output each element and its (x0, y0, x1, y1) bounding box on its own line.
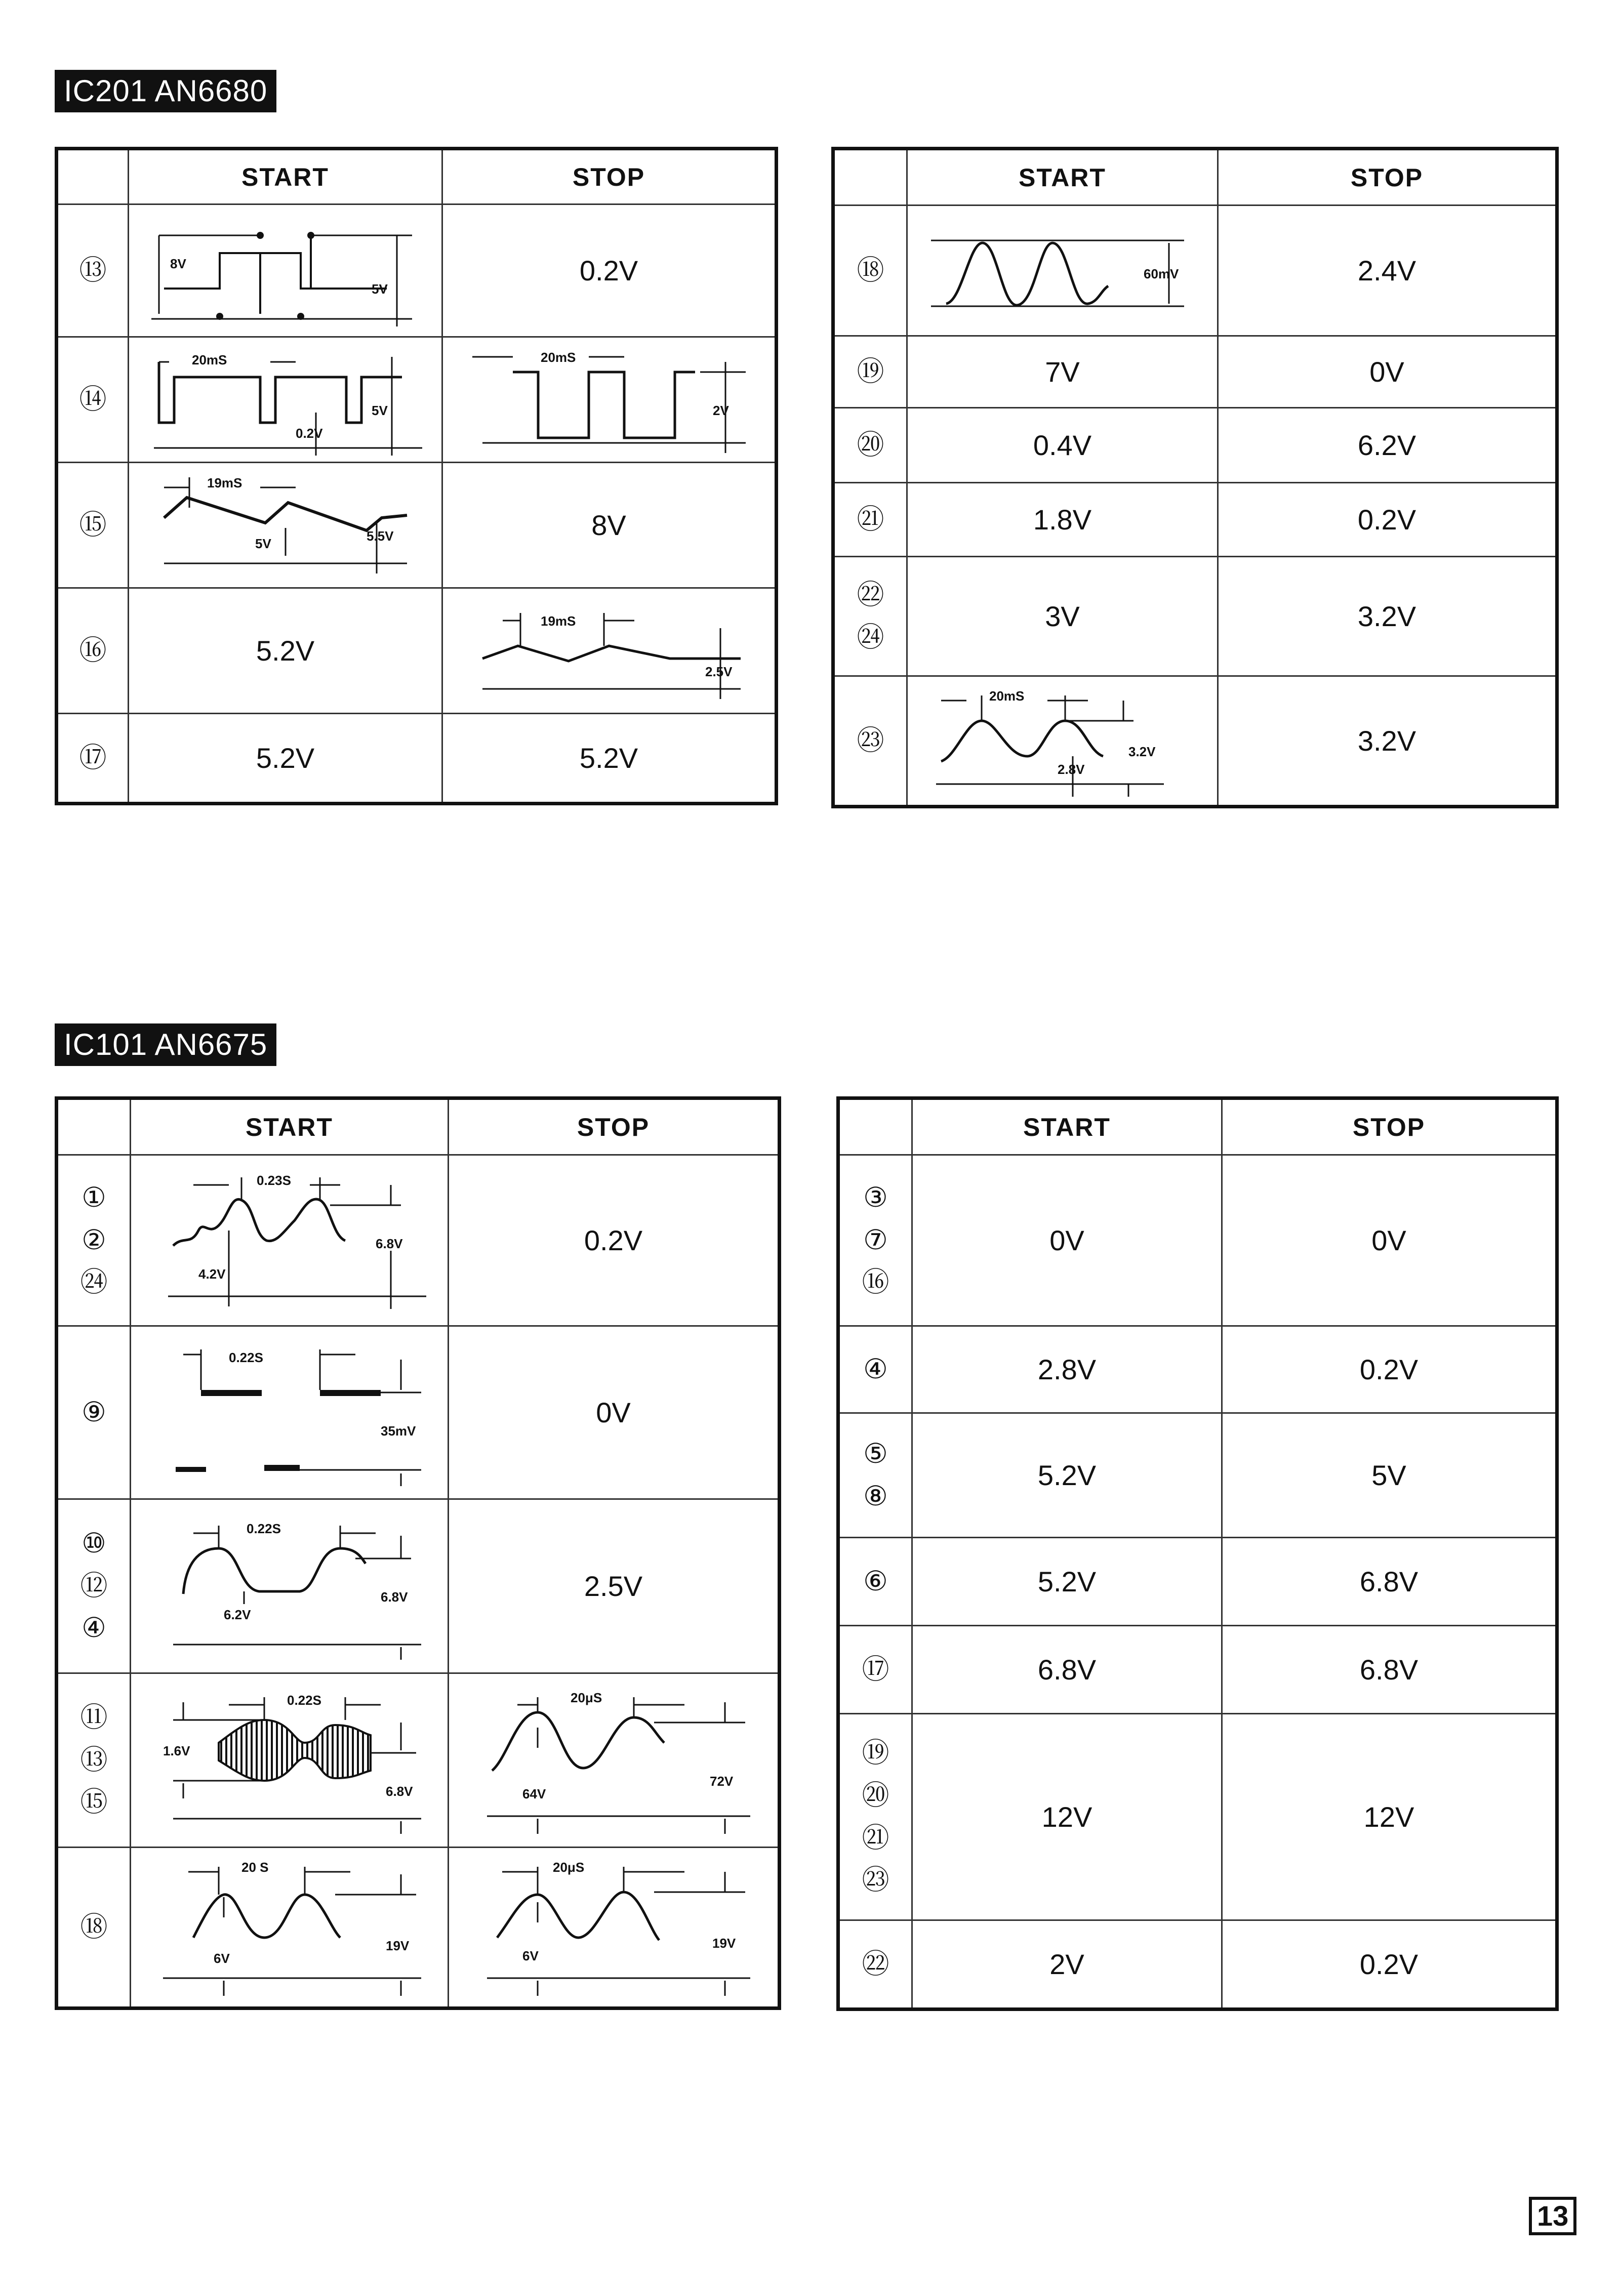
pin-number: ⑫ (80, 1570, 108, 1601)
start-value: 5.2V (1037, 1459, 1097, 1491)
table-row (57, 204, 777, 337)
start-waveform (131, 1499, 449, 1673)
pin-number: ⑳ (857, 429, 884, 460)
stop-value: 12V (1363, 1801, 1414, 1833)
waveform-label: 6.8V (380, 1589, 408, 1605)
pin-number: ㉔ (857, 622, 884, 652)
pin-number: ㉓ (857, 725, 884, 756)
table-row (833, 206, 1557, 336)
section-title-ic201: IC201 AN6680 (55, 70, 276, 112)
start-value: 7V (1045, 356, 1080, 388)
stop-header: STOP (1222, 1098, 1557, 1155)
start-waveform (907, 676, 1218, 807)
pin-number: ⑥ (863, 1566, 888, 1596)
pin-header (57, 1098, 131, 1155)
start-waveform (131, 1155, 449, 1326)
pin-number: ⑰ (862, 1654, 889, 1685)
waveform-label: 35mV (380, 1423, 416, 1439)
table-row (838, 1538, 1557, 1626)
pin-number: ⑲ (857, 356, 884, 387)
pin-number: ⑭ (79, 384, 107, 415)
stop-waveform (442, 588, 777, 714)
table-row (833, 557, 1557, 676)
stop-value: 0.2V (1357, 504, 1416, 536)
stop-waveform (442, 337, 777, 463)
table-row (833, 336, 1557, 408)
pin-number: ㉔ (80, 1267, 108, 1298)
start-waveform (129, 204, 442, 337)
waveform-label: 72V (709, 1773, 733, 1789)
stop-header: STOP (442, 149, 777, 204)
pin-number: ⑩ (82, 1528, 106, 1559)
table-row (57, 1848, 780, 2008)
table-row (57, 1155, 780, 1326)
waveform-label: 20μS (552, 1859, 584, 1875)
waveform-sawtooth (144, 467, 427, 584)
start-value: 3V (1045, 600, 1080, 632)
start-header: START (907, 149, 1218, 206)
pin-number: ⑰ (79, 742, 107, 773)
start-value: 2.8V (1037, 1354, 1097, 1385)
waveform-label: 0.22S (287, 1692, 321, 1708)
pin-number: ① (82, 1182, 106, 1213)
waveform-label: 19V (385, 1938, 409, 1953)
page-number: 13 (1529, 2197, 1576, 2235)
stop-value: 5.2V (579, 742, 638, 774)
stop-value: 0.2V (1359, 1948, 1419, 1980)
waveform-label: 19mS (207, 475, 242, 490)
waveform-label: 5V (255, 536, 271, 551)
start-value: 6.8V (1037, 1654, 1097, 1686)
stop-value: 8V (591, 509, 626, 541)
stop-value: 6.8V (1359, 1566, 1419, 1597)
table-row (57, 337, 777, 463)
table-row (57, 1673, 780, 1848)
stop-waveform (449, 1673, 780, 1848)
start-waveform (907, 206, 1218, 336)
pin-number: ⑳ (862, 1780, 889, 1811)
table-row (57, 714, 777, 804)
pin-number: ⑮ (79, 509, 107, 540)
start-value: 12V (1041, 1801, 1092, 1833)
pin-number: ㉒ (862, 1948, 889, 1979)
ic201-right-table (831, 147, 1559, 808)
waveform-small-sawtooth (457, 593, 761, 709)
table-header (833, 149, 1557, 206)
stop-value: 3.2V (1357, 600, 1416, 632)
waveform-label: 5V (371, 281, 388, 297)
waveform-bursts (143, 1334, 436, 1491)
waveform-negative-pulses (139, 342, 432, 458)
waveform-label: 1.6V (163, 1743, 190, 1758)
waveform-label: 6V (213, 1950, 230, 1966)
waveform-rounded-square (143, 1508, 436, 1665)
table-row (838, 1714, 1557, 1920)
table-row (833, 483, 1557, 557)
waveform-label: 2V (712, 402, 729, 418)
table-row (833, 676, 1557, 807)
stop-value: 0V (1371, 1224, 1406, 1256)
stop-value: 0.2V (579, 255, 638, 286)
table-row (57, 463, 777, 588)
waveform-label: 0.22S (246, 1521, 281, 1536)
pin-number: ⑬ (80, 1744, 108, 1775)
table-header (57, 149, 777, 204)
start-value: 5.2V (256, 742, 315, 774)
waveform-label: 8V (170, 256, 186, 271)
stop-waveform (449, 1848, 780, 2008)
ic101-left-table (55, 1096, 781, 2010)
stop-value: 3.2V (1357, 725, 1416, 757)
section-title-ic101: IC101 AN6675 (55, 1023, 276, 1066)
stop-value: 0V (596, 1397, 631, 1428)
waveform-label: 0.2V (295, 425, 322, 441)
waveform-square-pulses (144, 213, 427, 329)
table-header (838, 1098, 1557, 1155)
start-header: START (129, 149, 442, 204)
stop-value: 2.5V (584, 1570, 643, 1602)
waveform-label: 6V (522, 1948, 539, 1963)
waveform-label: 5V (371, 402, 388, 418)
waveform-label: 4.2V (198, 1266, 225, 1282)
table-row (57, 1499, 780, 1673)
start-value: 5.2V (1037, 1566, 1097, 1597)
pin-number: ⑧ (863, 1481, 888, 1511)
pin-number: ㉑ (862, 1822, 889, 1853)
table-header (57, 1098, 780, 1155)
pin-number: ⑱ (80, 1911, 108, 1942)
waveform-label: 6.8V (375, 1236, 402, 1251)
table-row (838, 1626, 1557, 1714)
waveform-label: 0.23S (256, 1172, 291, 1188)
waveform-sine-offset (921, 680, 1204, 802)
waveform-label: 2.8V (1057, 761, 1084, 777)
pin-number: ② (82, 1224, 106, 1255)
table-row (57, 1326, 780, 1499)
waveform-label: 60mV (1143, 266, 1179, 281)
waveform-label: 3.2V (1128, 744, 1155, 759)
pin-number: ㉒ (857, 579, 884, 610)
waveform-label: 6.8V (385, 1783, 413, 1799)
waveform-sine-18-start (143, 1852, 436, 2003)
waveform-label: 20μS (570, 1690, 602, 1705)
start-value: 1.8V (1033, 504, 1092, 536)
waveform-label: 2.5V (705, 664, 732, 679)
waveform-label: 6.2V (223, 1607, 251, 1622)
waveform-modulated-envelope (143, 1682, 436, 1839)
waveform-label: 19V (712, 1935, 736, 1951)
pin-number: ⑬ (79, 255, 107, 285)
pin-header (838, 1098, 912, 1155)
start-waveform (131, 1673, 449, 1848)
waveform-label: 20mS (191, 352, 227, 367)
stop-value: 0.2V (1359, 1354, 1419, 1385)
pin-number: ⑯ (79, 635, 107, 666)
waveform-sine-stop (462, 1682, 765, 1839)
stop-value: 6.8V (1359, 1654, 1419, 1686)
start-value: 0.4V (1033, 429, 1092, 461)
waveform-sine (921, 220, 1204, 321)
stop-value: 2.4V (1357, 255, 1416, 286)
start-value: 0V (1049, 1224, 1084, 1256)
pin-number: ④ (82, 1613, 106, 1644)
waveform-label: 20mS (989, 688, 1024, 704)
start-header: START (912, 1098, 1222, 1155)
start-waveform (129, 463, 442, 588)
pin-number: ③ (863, 1182, 888, 1213)
table-row (838, 1920, 1557, 2010)
table-row (57, 588, 777, 714)
waveform-noisy-peaks (143, 1165, 436, 1317)
ic201-left-table (55, 147, 778, 805)
pin-number: ⑮ (80, 1787, 108, 1818)
waveform-label: 0.22S (228, 1349, 263, 1365)
waveform-label: 64V (522, 1786, 546, 1801)
waveform-label: 20 S (241, 1859, 268, 1875)
start-value: 5.2V (256, 635, 315, 667)
stop-header: STOP (449, 1098, 780, 1155)
start-header: START (131, 1098, 449, 1155)
waveform-label: 5.5V (366, 528, 393, 544)
pin-header (833, 149, 907, 206)
pin-number: ⑨ (82, 1397, 106, 1427)
pin-number: ⑪ (80, 1702, 108, 1733)
pin-number: ⑦ (863, 1224, 888, 1255)
stop-value: 0V (1369, 356, 1404, 388)
waveform-sine-18-stop (462, 1852, 765, 2003)
ic101-right-table (836, 1096, 1559, 2011)
table-row (838, 1413, 1557, 1538)
pin-number: ㉑ (857, 504, 884, 535)
table-row (838, 1155, 1557, 1326)
pin-number: ㉓ (862, 1865, 889, 1896)
start-value: 2V (1049, 1948, 1084, 1980)
pin-number: ⑲ (862, 1738, 889, 1769)
stop-value: 0.2V (584, 1224, 643, 1256)
stop-value: 5V (1371, 1459, 1406, 1491)
stop-header: STOP (1218, 149, 1557, 206)
pin-number: ⑯ (862, 1267, 889, 1298)
pin-header (57, 149, 129, 204)
waveform-label: 19mS (540, 613, 576, 629)
pin-number: ⑤ (863, 1438, 888, 1469)
stop-value: 6.2V (1357, 429, 1416, 461)
start-waveform (129, 337, 442, 463)
start-waveform (131, 1326, 449, 1499)
waveform-square-wave (457, 342, 761, 458)
table-row (833, 408, 1557, 483)
waveform-label: 20mS (540, 349, 576, 365)
table-row (838, 1326, 1557, 1413)
pin-number: ⑱ (857, 255, 884, 285)
pin-number: ④ (863, 1354, 888, 1384)
start-waveform (131, 1848, 449, 2008)
